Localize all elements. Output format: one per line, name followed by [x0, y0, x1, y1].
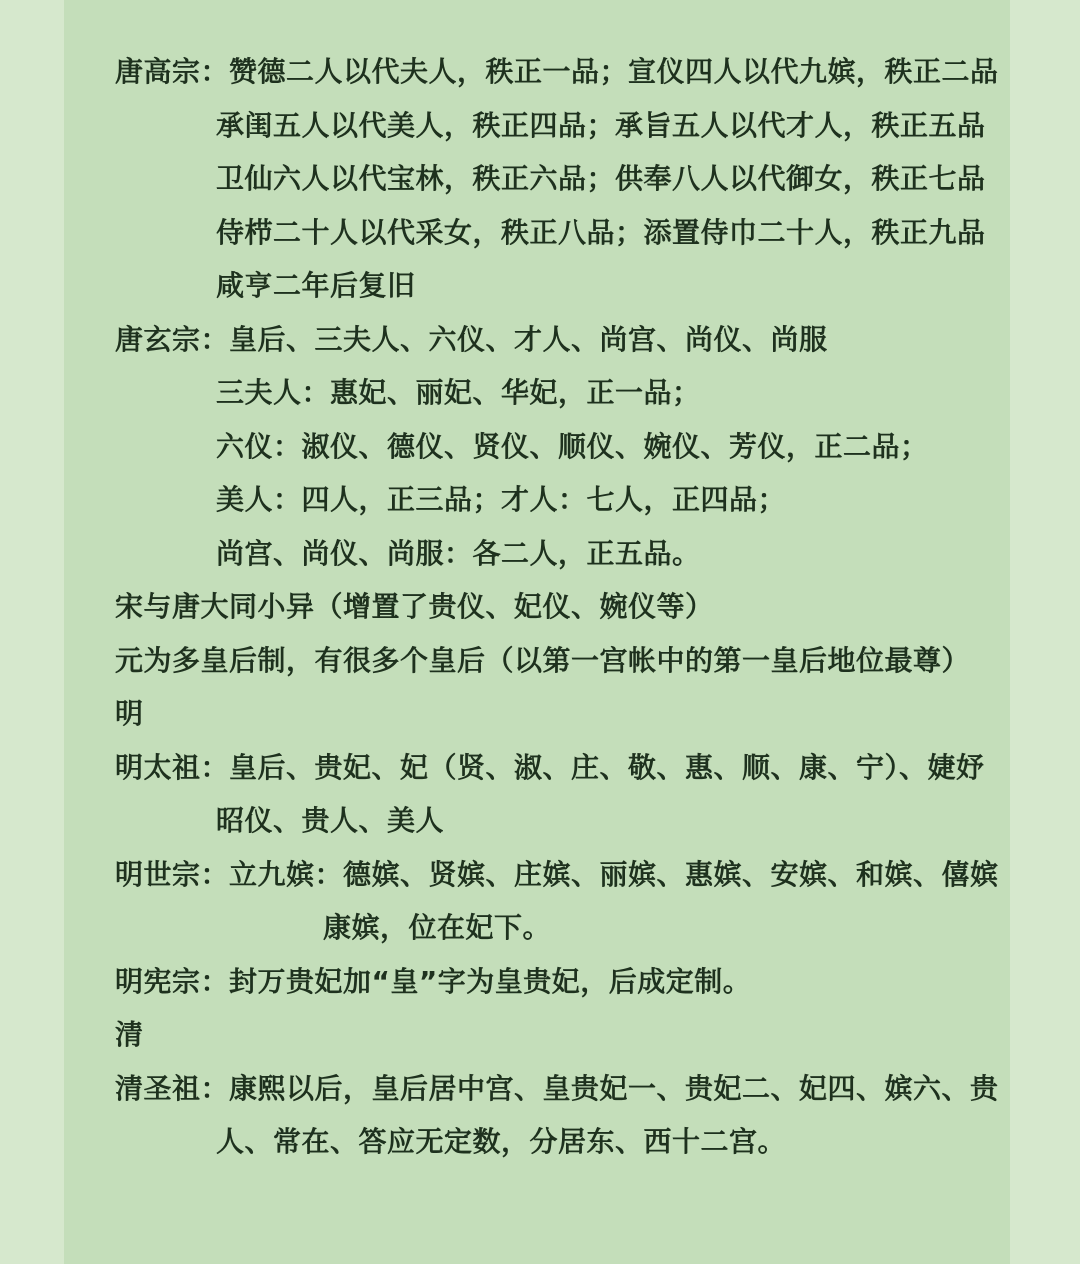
text-line-19: 清 — [115, 1018, 144, 1051]
text-line-13: 明 — [115, 697, 144, 730]
text-line-8: 六仪：淑仪、德仪、贤仪、顺仪、婉仪、芳仪，正二品； — [216, 429, 929, 463]
text-line-10: 尚宫、尚仪、尚服：各二人，正五品。 — [216, 536, 701, 570]
text-line-16: 明世宗：立九嫔：德嫔、贤嫔、庄嫔、丽嫔、惠嫔、安嫔、和嫔、僖嫔 — [115, 857, 999, 891]
text-line-14: 明太祖：皇后、贵妃、妃（贤、淑、庄、敬、惠、顺、康、宁）、婕妤 — [115, 750, 985, 784]
text-line-3: 卫仙六人以代宝林，秩正六品；供奉八人以代御女，秩正七品 — [216, 162, 986, 195]
text-line-7: 三夫人：惠妃、丽妃、华妃，正一品； — [216, 376, 701, 409]
text-line-17: 康嫔，位在妃下。 — [323, 911, 552, 944]
text-line-6: 唐玄宗：皇后、三夫人、六仪、才人、尚宫、尚仪、尚服 — [115, 322, 828, 356]
text-line-20: 清圣祖：康熙以后，皇后居中宫、皇贵妃一、贵妃二、妃四、嫔六、贵 — [115, 1071, 999, 1105]
text-line-2: 承闺五人以代美人，秩正四品；承旨五人以代才人，秩正五品 — [216, 108, 986, 142]
text-line-1: 唐高宗：赞德二人以代夫人，秩正一品；宣仪四人以代九嫔，秩正二品 — [115, 55, 999, 88]
text-line-5: 咸亨二年后复旧 — [216, 269, 416, 302]
text-line-4: 侍栉二十人以代采女，秩正八品；添置侍巾二十人，秩正九品 — [216, 215, 986, 249]
text-line-9: 美人：四人，正三品；才人：七人，正四品； — [216, 483, 787, 516]
text-line-11: 宋与唐大同小异（增置了贵仪、妃仪、婉仪等） — [115, 590, 714, 623]
text-line-15: 昭仪、贵人、美人 — [216, 804, 445, 837]
text-line-18: 明宪宗：封万贵妃加“皇”字为皇贵妃，后成定制。 — [115, 964, 752, 998]
text-line-12: 元为多皇后制，有很多个皇后（以第一宫帐中的第一皇后地位最尊） — [115, 643, 971, 677]
text-line-21: 人、常在、答应无定数，分居东、西十二宫。 — [216, 1125, 787, 1158]
